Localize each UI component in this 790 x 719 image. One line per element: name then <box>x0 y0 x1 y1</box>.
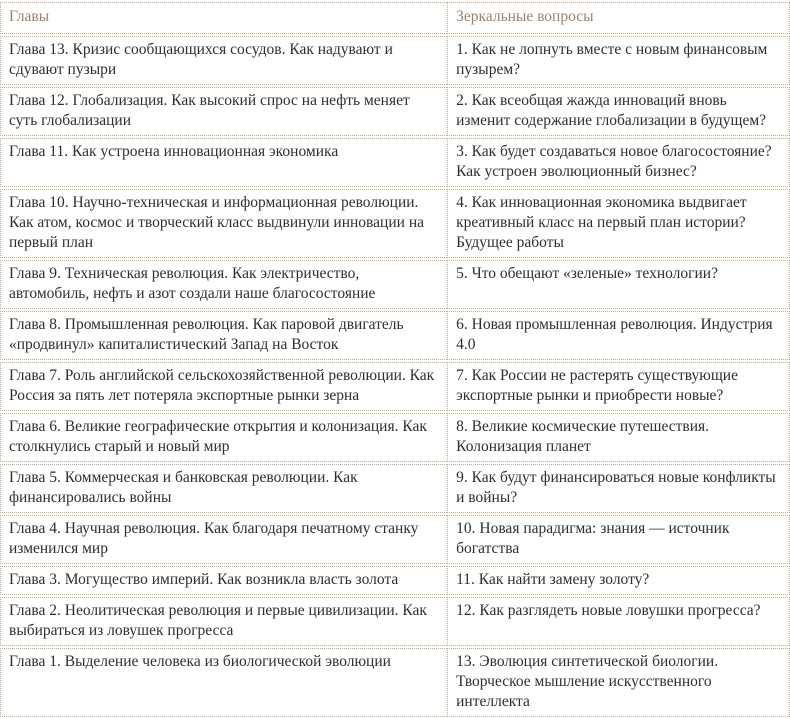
table-row <box>0 260 790 309</box>
chapter-cell: Глава 2. Неолитическая революция и первые цивилизации. Как выбираться из ловушек прогресса <box>0 597 447 646</box>
chapter-cell: Глава 10. Научно-техническая и информационная революции. Как атом, космос и творческий класс выдвинули инновации на первый план <box>0 189 447 258</box>
question-cell: 5. Что обещают «зеленые» технологии? <box>447 260 790 309</box>
chapter-cell: Глава 13. Кризис сообщающихся сосудов. Как надувают и сдувают пузыри <box>0 36 447 85</box>
table-row <box>0 566 790 595</box>
chapter-cell: Глава 1. Выделение человека из биологической эволюции <box>0 648 447 717</box>
question-cell: 6. Новая промышленная революция. Индустрия 4.0 <box>447 311 790 360</box>
question-cell: 7. Как России не растерять существующие экспортные рынки и приобрести новые? <box>447 362 790 411</box>
table-row <box>0 87 790 136</box>
chapter-cell: Глава 8. Промышленная революция. Как паровой двигатель «продвинул» капиталистический Запад на Восток <box>0 311 447 360</box>
table-row <box>0 138 790 187</box>
question-cell: 9. Как будут финансироваться новые конфликты и войны? <box>447 464 790 513</box>
table-row <box>0 36 790 85</box>
chapter-cell: Глава 6. Великие географические открытия и колонизация. Как столкнулись старый и новый мир <box>0 413 447 462</box>
table-row <box>0 464 790 513</box>
table-row <box>0 362 790 411</box>
table-row <box>0 597 790 646</box>
question-cell: 2. Как всеобщая жажда инноваций вновь изменит содержание глобализации в будущем? <box>447 87 790 136</box>
question-cell: 13. Эволюция синтетической биологии. Творческое мышление искусственного интеллекта <box>447 648 790 717</box>
table-row <box>0 648 790 717</box>
question-cell: 10. Новая парадигма: знания — источник богатства <box>447 515 790 564</box>
table-body <box>0 36 790 717</box>
header-row <box>0 2 790 34</box>
chapter-cell: Глава 5. Коммерческая и банковская революции. Как финансировались войны <box>0 464 447 513</box>
table-row <box>0 189 790 258</box>
chapter-cell: Глава 7. Роль английской сельскохозяйственной революции. Как Россия за пять лет потеряла экспортные рынки зерна <box>0 362 447 411</box>
table-row <box>0 311 790 360</box>
chapter-cell: Глава 11. Как устроена инновационная экономика <box>0 138 447 187</box>
column-header-questions: Зеркальные вопросы <box>447 2 790 34</box>
question-cell: 1. Как не лопнуть вместе с новым финансовым пузырем? <box>447 36 790 85</box>
question-cell: 11. Как найти замену золоту? <box>447 566 790 595</box>
question-cell: 4. Как инновационная экономика выдвигает креативный класс на первый план истории? Будущее работы <box>447 189 790 258</box>
question-cell: 3. Как будет создаваться новое благосостояние? Как устроен эволюционный бизнес? <box>447 138 790 187</box>
table-row <box>0 515 790 564</box>
chapter-cell: Глава 12. Глобализация. Как высокий спрос на нефть меняет суть глобализации <box>0 87 447 136</box>
chapter-cell: Глава 3. Могущество империй. Как возникла власть золота <box>0 566 447 595</box>
table-row <box>0 413 790 462</box>
question-cell: 12. Как разглядеть новые ловушки прогресса? <box>447 597 790 646</box>
chapter-cell: Глава 4. Научная революция. Как благодаря печатному станку изменился мир <box>0 515 447 564</box>
question-cell: 8. Великие космические путешествия. Колонизация планет <box>447 413 790 462</box>
chapter-cell: Глава 9. Техническая революция. Как электричество, автомобиль, нефть и азот создали наше благосостояние <box>0 260 447 309</box>
column-header-chapters: Главы <box>0 2 447 34</box>
